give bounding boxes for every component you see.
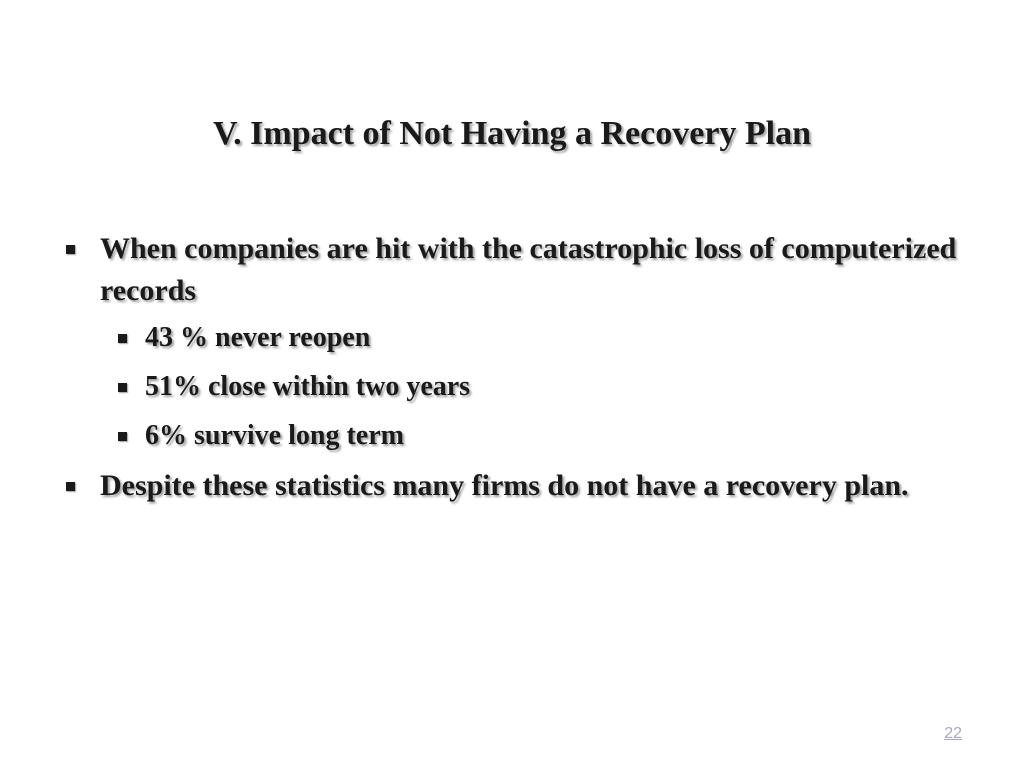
- sub-bullet-text: 6% survive long term: [145, 420, 404, 451]
- square-bullet-icon: [118, 432, 127, 441]
- square-bullet-icon: [66, 245, 75, 254]
- bullet-text: When companies are hit with the catastrophic loss of computerized records: [100, 232, 957, 307]
- sub-bullet-item: [60, 367, 960, 407]
- sub-bullet-item: [60, 416, 960, 456]
- bullet-item: [60, 465, 960, 507]
- page-number: 22: [944, 725, 962, 742]
- slide-title: V. Impact of Not Having a Recovery Plan: [212, 115, 812, 152]
- bullet-item: [60, 228, 960, 312]
- square-bullet-icon: [118, 383, 127, 392]
- sub-bullet-text: 51% close within two years: [145, 371, 471, 402]
- square-bullet-icon: [66, 482, 75, 491]
- square-bullet-icon: [118, 334, 127, 343]
- sub-bullet-text: 43 % never reopen: [145, 322, 371, 353]
- slide-body: [60, 228, 960, 513]
- sub-bullet-item: [60, 318, 960, 358]
- bullet-text: Despite these statistics many firms do not have a recovery plan.: [100, 469, 909, 502]
